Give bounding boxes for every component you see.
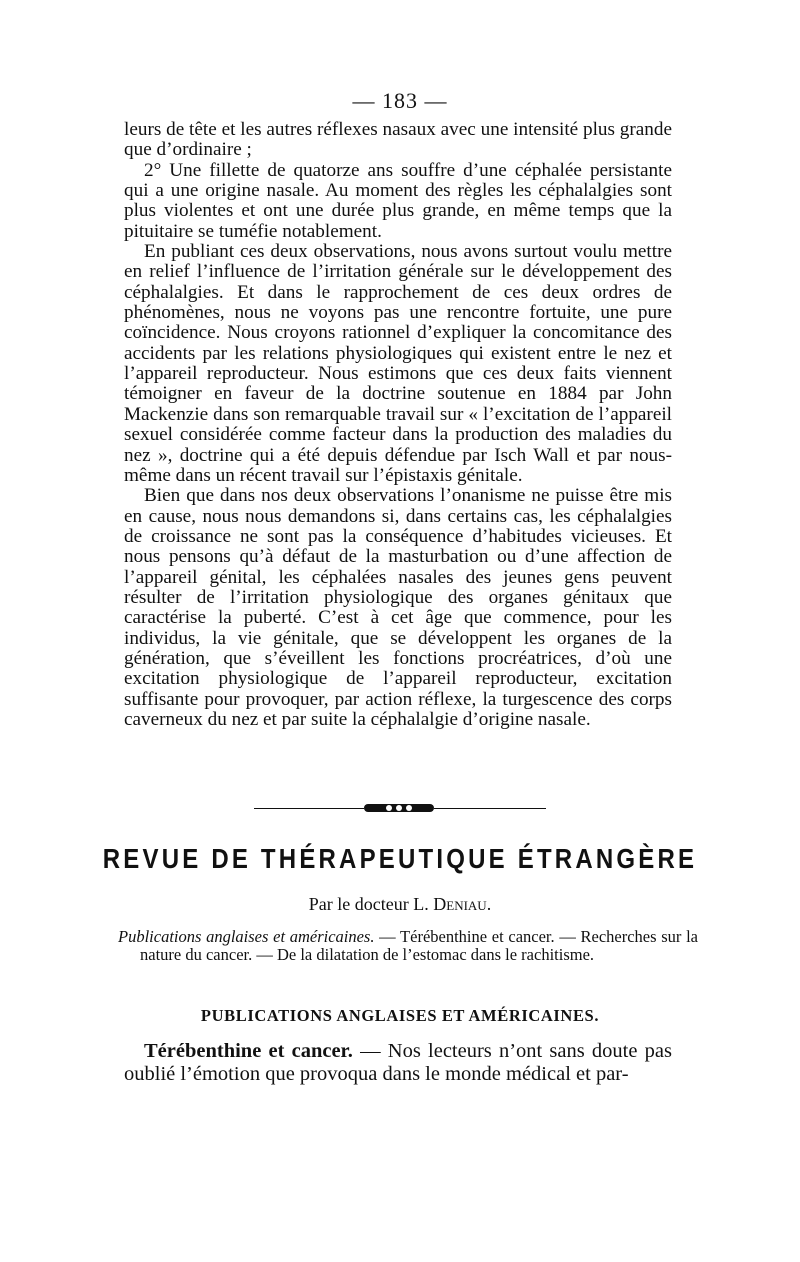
- summary-italic: Publications anglaises et américaines.: [118, 927, 375, 946]
- ornamental-divider: [254, 804, 546, 812]
- last-paragraph-lead: Térébenthine et cancer.: [144, 1040, 353, 1062]
- author-prefix: Par le docteur L.: [308, 894, 434, 914]
- divider-line-right: [434, 808, 546, 809]
- last-paragraph: [124, 1040, 672, 1086]
- summary-rest: — Térébenthine et cancer. — Recherches sur la nature du cancer. — De la dilatation de l’estomac dans le rachitisme.: [140, 927, 698, 964]
- page-number: — 183 —: [352, 88, 448, 113]
- body-text: [124, 120, 672, 730]
- author-suffix: .: [486, 894, 492, 914]
- paragraph-continuation: leurs de tête et les autres réflexes nasaux avec une intensité plus grande que d’ordinaire ;: [124, 119, 672, 161]
- divider-line-left: [254, 808, 364, 809]
- section-heading: PUBLICATIONS ANGLAISES ET AMÉRICAINES.: [200, 1006, 600, 1025]
- author-line: [0, 894, 800, 915]
- article-summary: [118, 928, 698, 963]
- article-title: REVUE DE THÉRAPEUTIQUE ÉTRANGÈRE: [102, 843, 698, 875]
- paragraph-observation-2: 2° Une fillette de quatorze ans souffre d’une céphalée persistante qui a une origine nasale. Au moment des règles les céphalalgies sont plus violentes et ont une durée plus grande, en même temps que la pituitaire se tuméfie notablement.: [124, 159, 672, 242]
- divider-ornament: [364, 804, 434, 812]
- paragraph-conclusion: Bien que dans nos deux observations l’onanisme ne puisse être mis en cause, nous nous demandons si, dans certains cas, les céphalalgies de croissance ne sont pas la conséquence d’habitudes vicieuses. Et nous pensons qu’à défaut de la masturbation ou d’une affection de l’appareil génital, les céphalées nasales des jeunes gens peuvent résulter de l’irritation physiologique des organes génitaux que caractérise la puberté. C’est à cet âge que commence, pour les individus, la vie génitale, que se développent les organes de la génération, que s’éveillent les fonctions procréatrices, d’où une excitation physiologique de l’appareil reproducteur, excitation suffisante pour provoquer, par action réflexe, la turgescence des corps caverneux du nez et par suite la céphalalgie d’origine nasale.: [124, 485, 672, 730]
- paragraph-discussion: En publiant ces deux observations, nous avons surtout voulu mettre en relief l’influence de l’irritation générale sur le développement des céphalalgies. Et dans le rapprochement de ces deux ordres de phénomènes, nous ne voyons pas une rencontre fortuite, une pure coïncidence. Nous croyons rationnel d’expliquer la concomitance des accidents par les relations physiologiques qui existent entre le nez et l’appareil reproducteur. Nous estimons que ces deux faits viennent témoigner en faveur de la doctrine soutenue en 1884 par John Mackenzie dans son remarquable travail sur « l’excitation de l’appareil sexuel considérée comme facteur dans la production des maladies du nez », doctrine qui a été depuis défendue par Isch Wall et par nous-même dans un récent travail sur l’épistaxis génitale.: [124, 241, 672, 486]
- author-name: Deniau: [433, 894, 487, 914]
- last-paragraph-text: — Nos lecteurs n’ont sans doute pas oublié l’émotion que provoqua dans le monde médical et par-: [124, 1040, 672, 1085]
